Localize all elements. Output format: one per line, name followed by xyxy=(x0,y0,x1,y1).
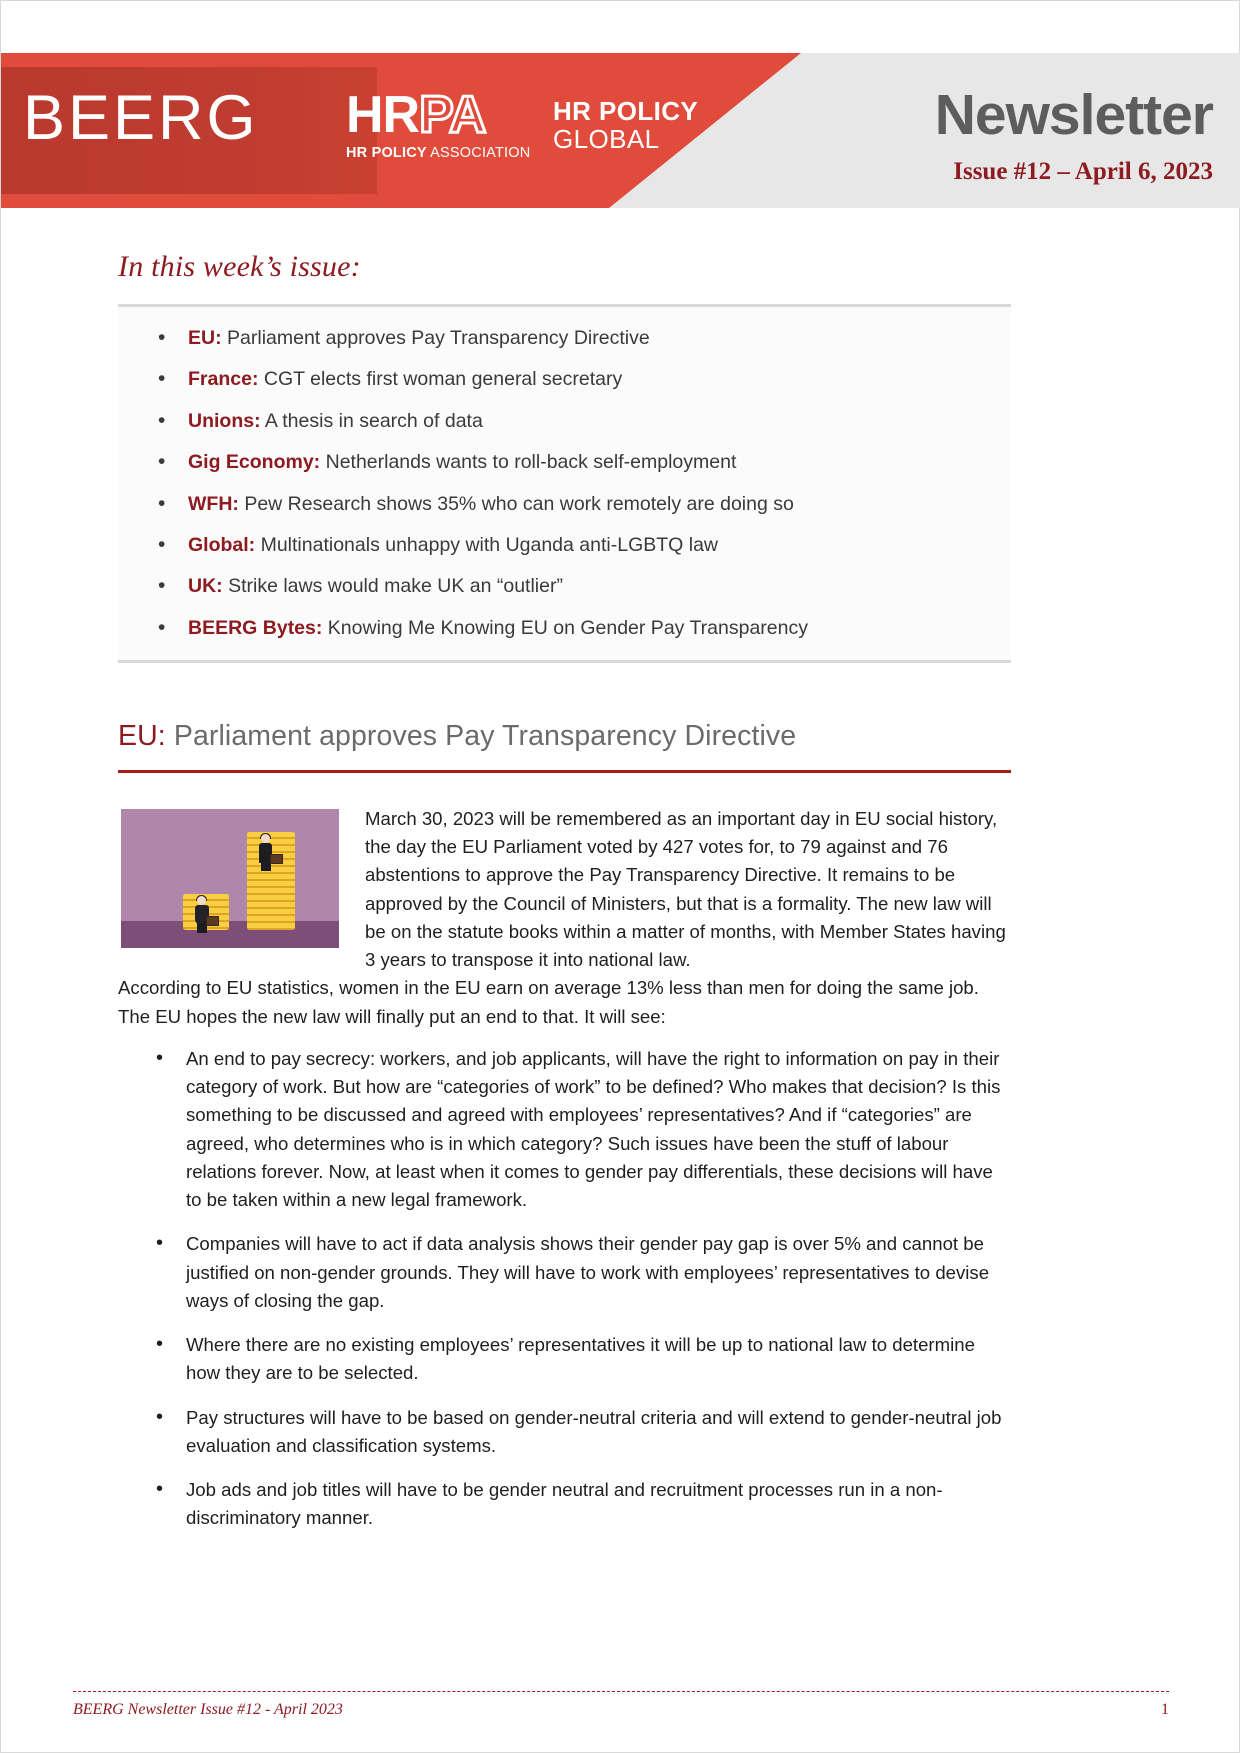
toc-item-text: Knowing Me Knowing EU on Gender Pay Transparency xyxy=(322,616,808,639)
footer-row xyxy=(73,1701,1169,1719)
figure-head xyxy=(197,896,206,905)
hrpa-lettermark xyxy=(346,86,531,144)
toc-item-text: Pew Research shows 35% who can work remotely are doing so xyxy=(238,492,794,515)
article-bullet-list xyxy=(118,1045,1011,1533)
list-item: • Job ads and job titles will have to be gender neutral and recruitment processes run in a non-discriminatory manner. xyxy=(118,1476,1011,1533)
footer-text: BEERG Newsletter Issue #12 - April 2023 xyxy=(73,1701,343,1718)
hrpa-subtitle-bold: HR POLICY xyxy=(346,145,427,161)
page-number: 1 xyxy=(1161,1701,1169,1718)
list-item[interactable] xyxy=(140,617,1011,640)
briefcase-icon xyxy=(270,854,283,864)
article-divider xyxy=(118,770,1011,773)
toc-item-tag: UK: xyxy=(188,575,223,598)
toc-item-text: Multinationals unhappy with Uganda anti-LGBTQ law xyxy=(255,533,719,556)
toc-item-tag: BEERG Bytes: xyxy=(188,616,323,639)
list-item[interactable] xyxy=(140,534,1011,557)
article-paragraph-1: March 30, 2023 will be remembered as an important day in EU social history, the day the EU Parliament voted by 427 votes for, to 79 against and 76 abstentions to approve the Pay Transparency Directive. It remains to be approved by the Council of Ministers, but that is a formality. The new law will be on the statute books within a matter of months, with Member States having 3 years to transpose it into national law. xyxy=(365,807,1006,971)
toc-item-tag: Unions: xyxy=(188,409,261,432)
newsletter-title: Newsletter xyxy=(934,83,1213,147)
list-item[interactable] xyxy=(140,368,1011,391)
toc-item-text: Netherlands wants to roll-back self-employment xyxy=(320,451,737,474)
article-paragraph-2: According to EU statistics, women in the EU earn on average 13% less than men for doing the same job. The EU hopes the new law will finally put an end to that. It will see: xyxy=(118,977,979,1027)
hrpa-subtitle xyxy=(346,145,531,161)
toc-item-text: Parliament approves Pay Transparency Directive xyxy=(221,327,650,349)
list-item[interactable] xyxy=(140,493,1011,516)
list-item: • Companies will have to act if data analysis shows their gender pay gap is over 5% and cannot be justified on non-gender grounds. They will have to work with employees’ representatives to devise ways of closing the gap. xyxy=(118,1230,1011,1315)
hr-policy-global-line2: GLOBAL xyxy=(553,124,660,155)
toc-item-tag: France: xyxy=(188,368,259,391)
toc-item-text: CGT elects first woman general secretary xyxy=(258,368,623,391)
gender-pay-gap-image xyxy=(121,809,339,948)
toc-heading: In this week’s issue: xyxy=(118,250,361,283)
article-eu-pay-transparency xyxy=(118,720,1011,1549)
page-footer xyxy=(73,1691,1169,1719)
footer-divider xyxy=(73,1691,1169,1692)
toc-item-tag: WFH: xyxy=(188,492,239,515)
list-item: • Pay structures will have to be based on gender-neutral criteria and will extend to gender-neutral job evaluation and classification systems. xyxy=(118,1404,1011,1461)
hrpa-subtitle-light: ASSOCIATION xyxy=(426,145,531,161)
figure-floor xyxy=(121,921,339,948)
toc-item-tag: EU: xyxy=(188,327,222,349)
briefcase-icon xyxy=(206,916,219,926)
article-title xyxy=(118,720,1011,753)
list-item[interactable] xyxy=(140,410,1011,433)
hrpa-logo xyxy=(346,86,531,161)
list-item: • An end to pay secrecy: workers, and job applicants, will have the right to information on pay in their category of work. But how are “categories of work” to be defined? Who makes that decision? Is this something to be discussed and agreed with employees’ representatives? And if “categories” are agreed, who determines who is in which category? Such issues have been the stuff of labour relations forever. Now, at least when it comes to gender pay differentials, these decisions will have to be taken within a new legal framework. xyxy=(118,1045,1011,1215)
hrpa-letters-outline: PA xyxy=(419,86,486,144)
issue-date-line: Issue #12 – April 6, 2023 xyxy=(953,158,1213,185)
figure-head xyxy=(261,834,270,843)
toc-item-tag: Global: xyxy=(188,533,256,556)
table-of-contents xyxy=(118,304,1011,663)
toc-item-text: Strike laws would make UK an “outlier” xyxy=(222,575,563,598)
hr-policy-global-line1: HR POLICY xyxy=(553,96,699,126)
article-title-rest: Parliament approves Pay Transparency Directive xyxy=(165,720,797,752)
article-title-tag: EU: xyxy=(118,720,166,752)
hrpa-letters-solid: HR xyxy=(346,86,420,144)
list-item[interactable] xyxy=(140,575,1011,598)
list-item: • Where there are no existing employees’ representatives it will be up to national law to determine how they are to be selected. xyxy=(118,1331,1011,1388)
toc-list xyxy=(118,327,1011,640)
toc-item-text: A thesis in search of data xyxy=(260,409,483,432)
list-item[interactable] xyxy=(140,327,1011,350)
beerg-logo: BEERG xyxy=(23,83,259,153)
article-body xyxy=(118,805,1011,1533)
masthead xyxy=(1,53,1240,208)
list-item[interactable] xyxy=(140,451,1011,474)
toc-item-tag: Gig Economy: xyxy=(188,451,321,474)
hr-policy-global-logo xyxy=(553,97,698,153)
